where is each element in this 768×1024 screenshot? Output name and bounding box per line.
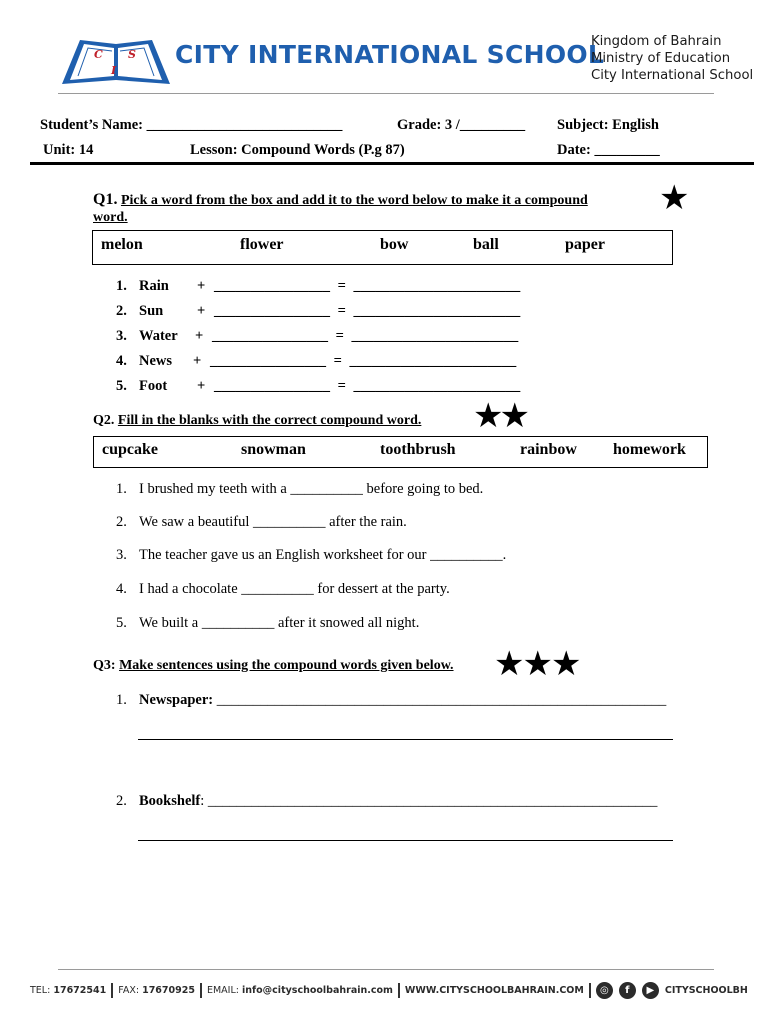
compound-word: Newspaper:	[139, 692, 214, 708]
ministry-line: Ministry of Education	[591, 51, 731, 66]
box-word: snowman	[241, 441, 306, 458]
date-field: Date: _________	[557, 142, 660, 158]
student-name-field: Student’s Name: ___________________________	[40, 117, 343, 133]
box-word: paper	[565, 236, 605, 253]
star-icon: ★★	[473, 396, 526, 436]
q3-number: Q3:	[93, 658, 116, 673]
sentence-text: I had a chocolate __________ for dessert at the party.	[139, 581, 450, 597]
school-logo	[58, 30, 174, 88]
answer-blank[interactable]: _______________________	[353, 278, 521, 294]
ministry-line: Kingdom of Bahrain	[591, 34, 722, 49]
footer-email[interactable]: info@cityschoolbahrain.com	[242, 985, 393, 996]
answer-blank[interactable]: ______________________________________________________________	[204, 793, 658, 809]
answer-blank[interactable]: _______________________	[351, 328, 519, 344]
sentence-text: The teacher gave us an English worksheet for our __________.	[139, 547, 507, 563]
box-word: melon	[101, 236, 143, 253]
box-word: flower	[240, 236, 284, 253]
sentence-text: I brushed my teeth with a __________ before going to bed.	[139, 481, 484, 497]
q3-title	[93, 658, 454, 674]
lesson-field: Lesson: Compound Words (P.g 87)	[190, 142, 405, 158]
logo-letter-c: C	[94, 48, 103, 61]
footer-contact: TEL: 17672541 FAX: 17670925 EMAIL: info@cityschoolbahrain.com WWW.CITYSCHOOLBAHRAIN.COM ◎ f ▶ CITYSCHOOLBH	[30, 982, 740, 998]
answer-blank[interactable]: ________________	[210, 353, 326, 369]
box-word: homework	[613, 441, 686, 458]
q3-instruction: Make sentences using the compound words given below.	[119, 658, 454, 673]
header-divider	[58, 93, 714, 94]
footer-divider	[58, 969, 714, 970]
list-item: 3. The teacher gave us an English worksheet for our __________.	[116, 547, 507, 563]
list-item: 5. Foot + ________________ = _______________________	[116, 378, 521, 394]
box-word: bow	[380, 236, 409, 253]
box-word: toothbrush	[380, 441, 456, 458]
box-word: ball	[473, 236, 499, 253]
q1-number: Q1.	[93, 191, 118, 208]
answer-blank[interactable]: ________________	[214, 303, 330, 319]
answer-line[interactable]	[138, 739, 673, 740]
answer-blank[interactable]: ______________________________________________________________	[216, 692, 667, 708]
footer-fax: 17670925	[142, 985, 195, 996]
grade-field: Grade: 3 /_________	[397, 117, 526, 133]
ministry-block	[591, 33, 753, 84]
list-item: 2. We saw a beautiful __________ after the rain.	[116, 514, 407, 530]
list-item: 1. Newspaper: ______________________________________________________________	[116, 692, 667, 708]
answer-blank[interactable]: _______________________	[349, 353, 517, 369]
instagram-icon[interactable]: ◎	[596, 982, 613, 999]
list-item: 1. I brushed my teeth with a __________ before going to bed.	[116, 481, 484, 497]
youtube-icon[interactable]: ▶	[642, 982, 659, 999]
answer-blank[interactable]: _______________________	[353, 303, 521, 319]
list-item: 4. News + ________________ = _______________________	[116, 353, 517, 369]
box-word: rainbow	[520, 441, 577, 458]
answer-blank[interactable]: ________________	[214, 278, 330, 294]
list-item: 5. We built a __________ after it snowed all night.	[116, 615, 420, 631]
subject-field: Subject: English	[557, 117, 659, 133]
q1-title	[93, 191, 653, 210]
sentence-text: We built a __________ after it snowed all night.	[139, 615, 420, 631]
list-item: 2. Sun + ________________ = _______________________	[116, 303, 521, 319]
q2-instruction: Fill in the blanks with the correct compound word.	[117, 413, 422, 428]
compound-word: Bookshelf	[139, 793, 201, 809]
footer-tel: 17672541	[53, 985, 107, 996]
list-item: 1. Rain + ________________ = _______________________	[116, 278, 521, 294]
answer-blank[interactable]: ________________	[214, 378, 330, 394]
star-icon: ★	[659, 178, 690, 218]
list-item: 3. Water + ________________ = _______________________	[116, 328, 519, 344]
logo-letter-i: I	[111, 64, 117, 77]
q1-instruction: Pick a word from the box and add it to the word below to make it a compound	[120, 193, 588, 208]
logo-letter-s: S	[128, 48, 136, 61]
list-item: 2. Bookshelf: ______________________________________________________________	[116, 793, 658, 809]
footer-website[interactable]: WWW.CITYSCHOOLBAHRAIN.COM	[404, 985, 584, 996]
star-icon: ★★★	[494, 644, 580, 684]
list-item: 4. I had a chocolate __________ for dessert at the party.	[116, 581, 450, 597]
box-word: cupcake	[102, 441, 158, 458]
section-divider	[30, 162, 754, 165]
q2-number: Q2.	[93, 413, 115, 428]
q1-instruction-cont: word.	[93, 210, 128, 225]
ministry-line: City International School	[591, 68, 754, 83]
school-name: CITY INTERNATIONAL SCHOOL	[175, 40, 605, 69]
answer-line[interactable]	[138, 840, 673, 841]
q2-title	[93, 413, 421, 429]
facebook-icon[interactable]: f	[619, 982, 636, 999]
answer-blank[interactable]: _______________________	[353, 378, 521, 394]
sentence-text: We saw a beautiful __________ after the rain.	[139, 514, 407, 530]
footer-handle[interactable]: CITYSCHOOLBH	[664, 985, 748, 996]
answer-blank[interactable]: ________________	[212, 328, 328, 344]
unit-field: Unit: 14	[43, 142, 94, 158]
